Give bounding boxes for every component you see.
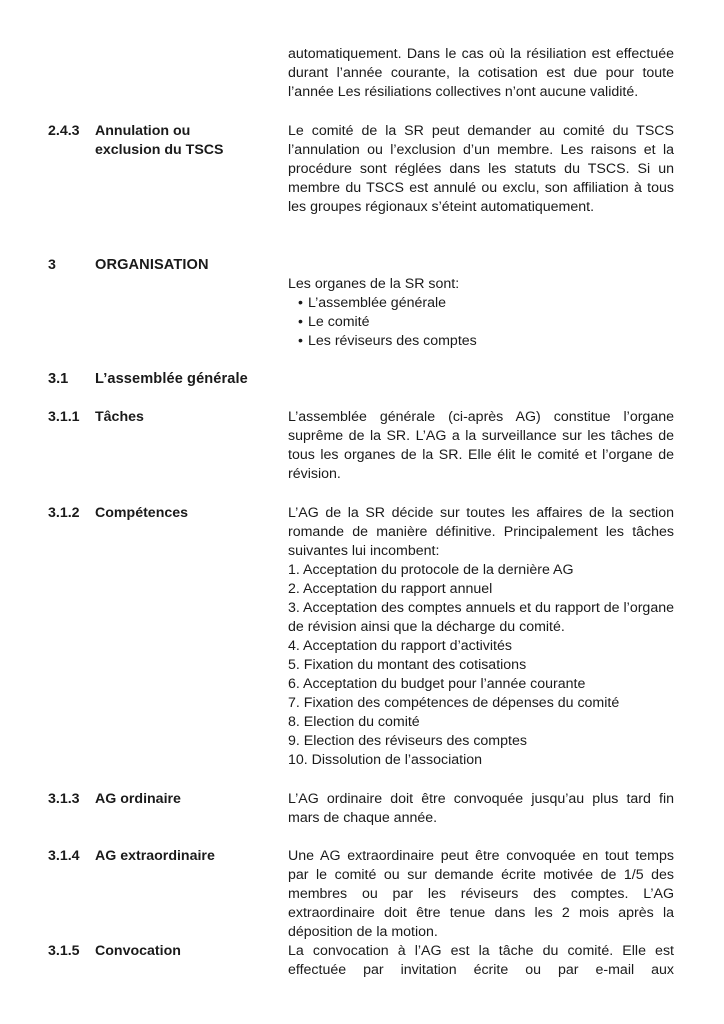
section-body bbox=[288, 504, 674, 770]
section-number: 3 bbox=[48, 257, 56, 273]
paragraph-text: L’AG ordinaire doit être convoquée jusqu’au plus tard fin mars de chaque année. bbox=[288, 791, 674, 826]
section-title-line: Annulation ou bbox=[95, 123, 191, 139]
list-item: • L’assemblée générale bbox=[298, 294, 674, 313]
list-item: 8. Election du comité bbox=[288, 714, 420, 730]
list-item: 10. Dissolution de l’association bbox=[288, 752, 483, 768]
section-body bbox=[288, 122, 674, 217]
section-title: AG ordinaire bbox=[95, 791, 181, 807]
paragraph-text: Les organes de la SR sont: bbox=[288, 276, 460, 292]
section-body bbox=[288, 275, 674, 351]
section-number: 3.1.5 bbox=[48, 943, 80, 959]
list-item: 4. Acceptation du rapport d’activités bbox=[288, 638, 512, 654]
section-body bbox=[288, 942, 674, 980]
section-title bbox=[95, 122, 275, 160]
section-number: 3.1 bbox=[48, 371, 69, 387]
section-title: Tâches bbox=[95, 409, 144, 425]
list-item: • Le comité bbox=[298, 313, 674, 332]
list-item: 5. Fixation du montant des cotisations bbox=[288, 657, 527, 673]
paragraph-text: Une AG extraordinaire peut être convoquée en tout temps par le comité ou sur demande écrite motivée de 1/5 des membres ou par les réviseurs des comptes. L’AG extraordinaire doit être tenue dans les 2 mois après la déposition de la motion. bbox=[288, 848, 674, 940]
list-item: • Les réviseurs des comptes bbox=[298, 332, 674, 351]
list-item: 1. Acceptation du protocole de la dernière AG bbox=[288, 562, 574, 578]
section-title: Convocation bbox=[95, 943, 181, 959]
paragraph-text: Le comité de la SR peut demander au comité du TSCS l’annulation ou l’exclusion d’un membre. Les raisons et la procédure sont réglées dans les statuts du TSCS. Si un membre du TSCS est annulé ou exclu, son affiliation à tous les groupes régionaux s’éteint automatiquement. bbox=[288, 123, 674, 215]
section-number: 3.1.2 bbox=[48, 505, 80, 521]
section-title: AG extraordinaire bbox=[95, 848, 215, 864]
list-item: 2. Acceptation du rapport annuel bbox=[288, 581, 493, 597]
section-number: 3.1.4 bbox=[48, 848, 80, 864]
section-title: ORGANISATION bbox=[95, 257, 209, 273]
section-body bbox=[288, 45, 674, 102]
paragraph-text: La convocation à l’AG est la tâche du comité. Elle est effectuée par invitation écrite ou par e-mail aux bbox=[288, 943, 674, 978]
list-item: 7. Fixation des compétences de dépenses du comité bbox=[288, 695, 620, 711]
list-item: 3. Acceptation des comptes annuels et du rapport de l’organe de révision ainsi que la décharge du comité. bbox=[288, 600, 674, 635]
list-item: 6. Acceptation du budget pour l’année courante bbox=[288, 676, 586, 692]
section-body bbox=[288, 408, 674, 484]
section-title: Compétences bbox=[95, 505, 189, 521]
section-number: 3.1.1 bbox=[48, 409, 80, 425]
section-number: 2.4.3 bbox=[48, 123, 80, 139]
list-item: 9. Election des réviseurs des comptes bbox=[288, 733, 527, 749]
section-title-line: exclusion du TSCS bbox=[95, 142, 224, 158]
paragraph-text: L’assemblée générale (ci-après AG) constitue l’organe suprême de la SR. L’AG a la surveillance sur les tâches de tous les organes de la SR. Elle élit le comité et l’organe de révision. bbox=[288, 409, 674, 482]
paragraph-text: automatiquement. Dans le cas où la résiliation est effectuée durant l’année courante, la cotisation est due pour toute l’année Les résiliations collectives n’ont aucune validité. bbox=[288, 46, 674, 100]
section-title: L’assemblée générale bbox=[95, 371, 248, 387]
section-body bbox=[288, 790, 674, 828]
section-body bbox=[288, 847, 674, 942]
numbered-list bbox=[288, 561, 674, 770]
bullet-list bbox=[288, 294, 674, 351]
paragraph-text: L’AG de la SR décide sur toutes les affaires de la section romande de manière définitive. Principalement les tâches suivantes lui incombent: bbox=[288, 505, 674, 559]
section-number: 3.1.3 bbox=[48, 791, 80, 807]
